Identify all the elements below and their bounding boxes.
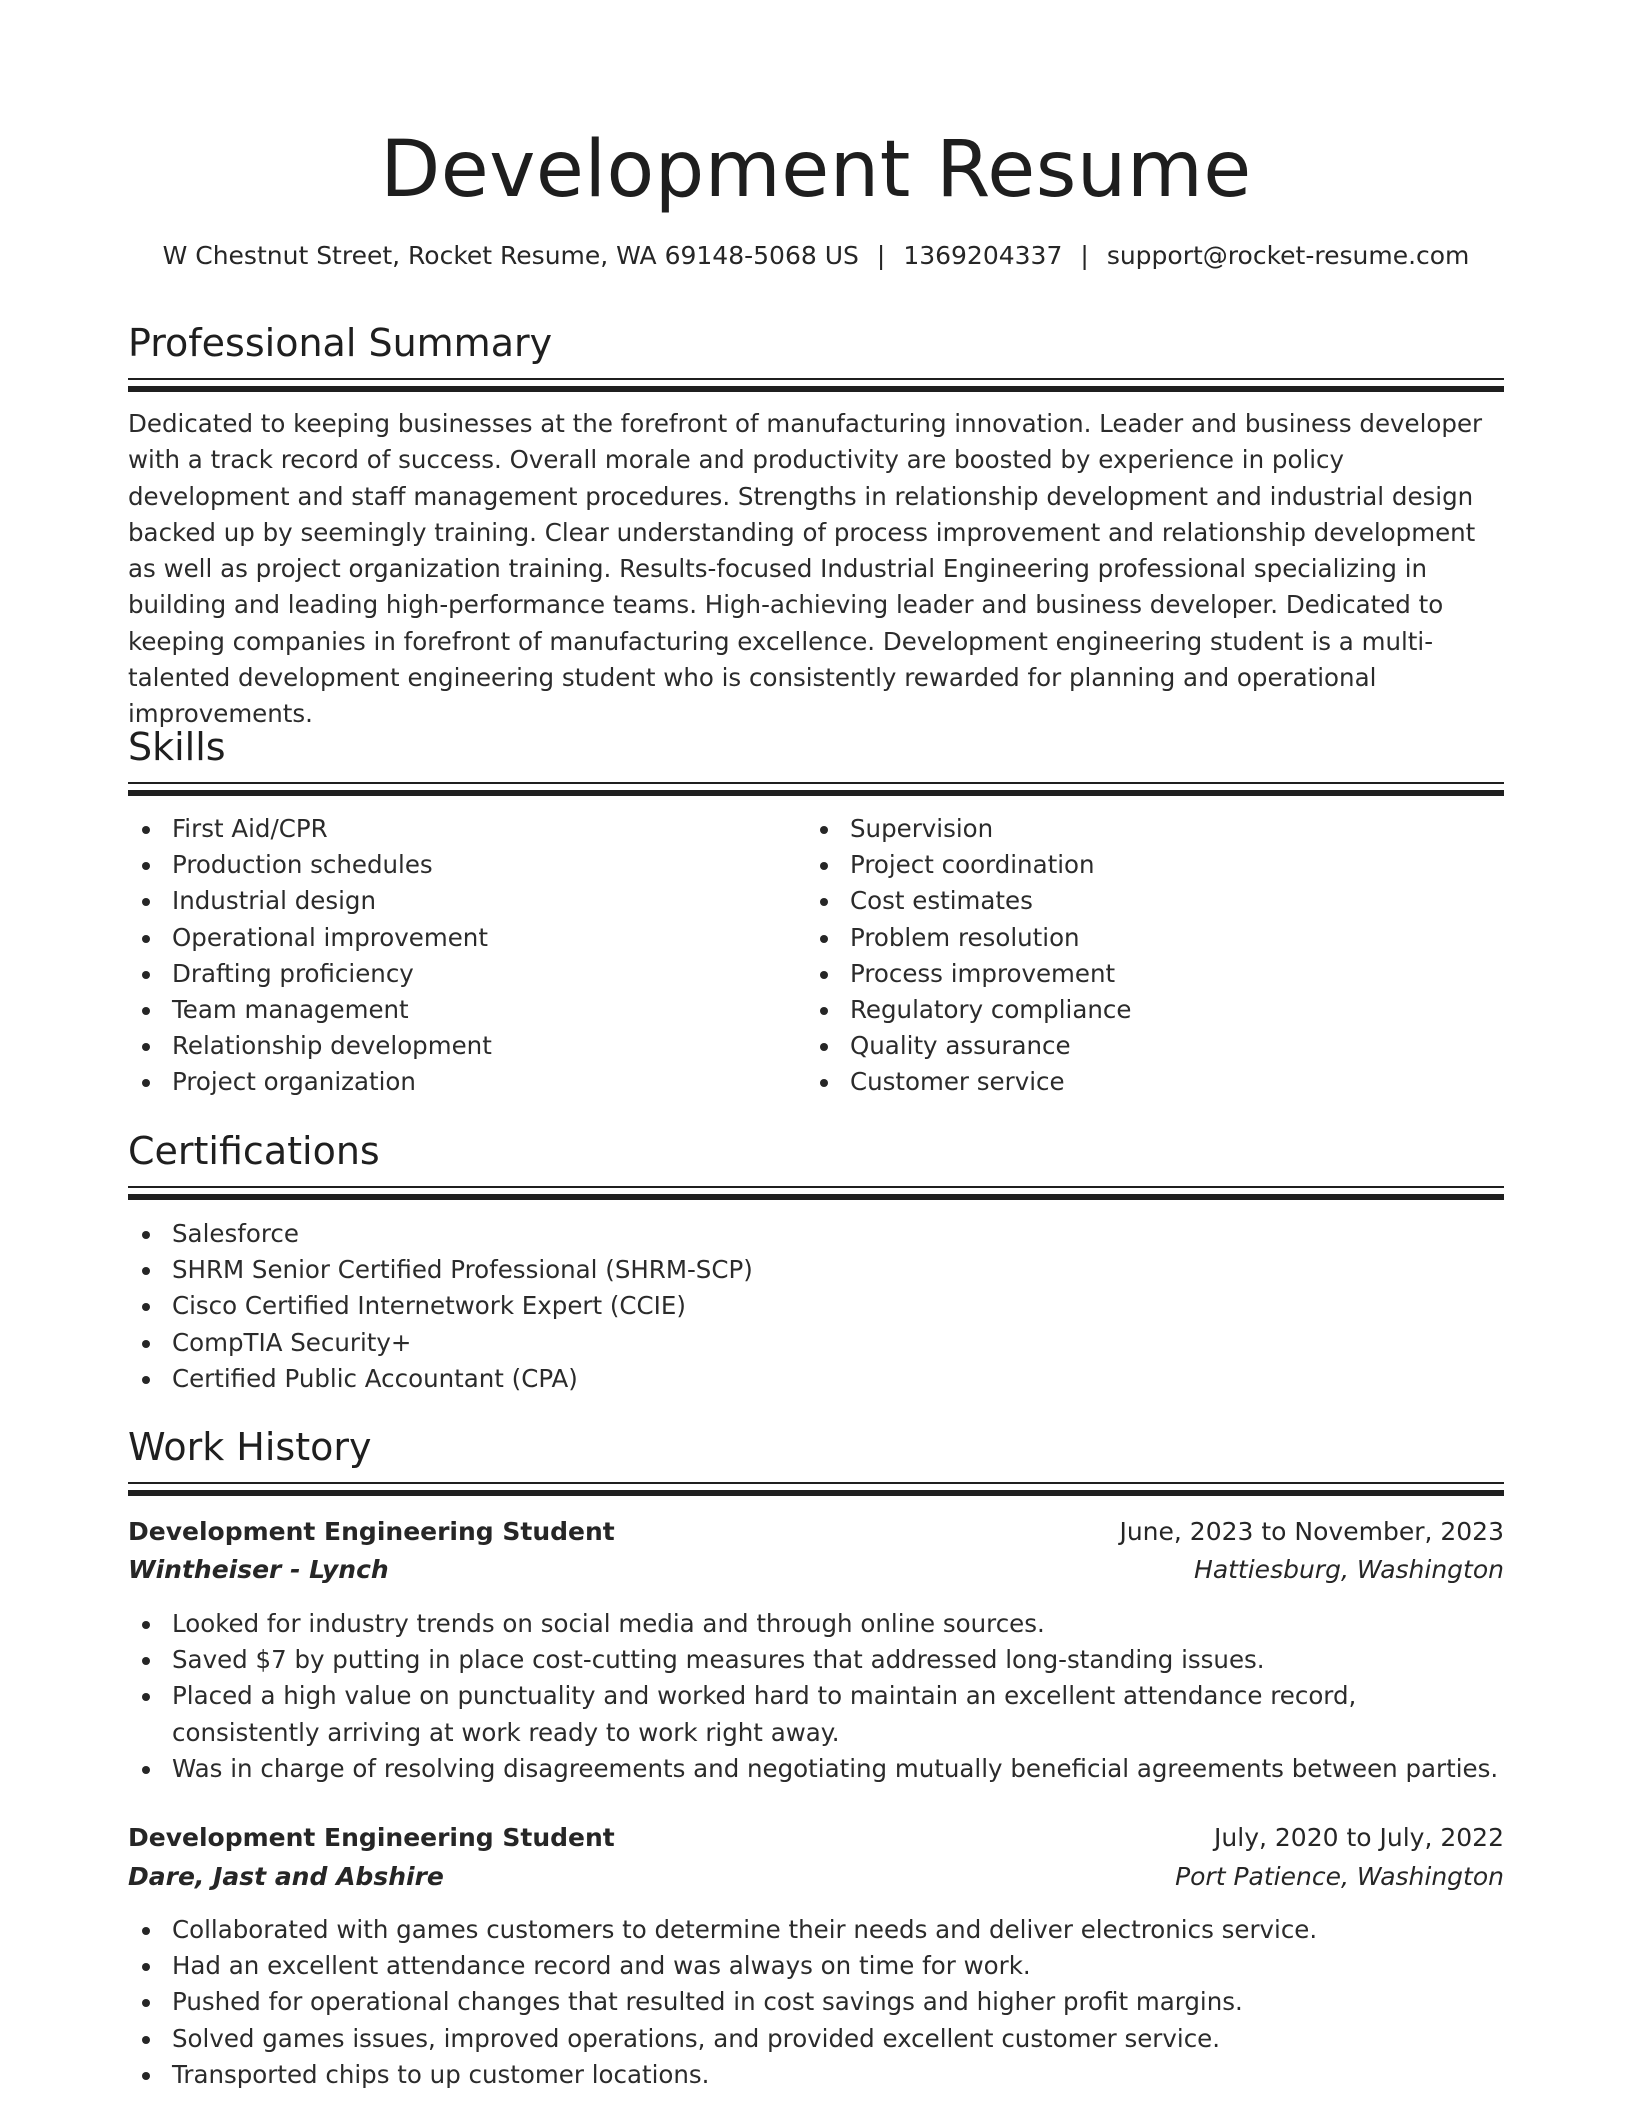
skill-item: Operational improvement bbox=[128, 920, 788, 956]
bullet-icon bbox=[820, 826, 828, 834]
bullet-icon bbox=[142, 1657, 150, 1665]
bullet-icon bbox=[142, 1340, 150, 1348]
contact-address: W Chestnut Street, Rocket Resume, WA 69148-5068 US bbox=[162, 241, 859, 270]
summary-heading: Professional Summary bbox=[128, 321, 553, 365]
bullet-icon bbox=[142, 898, 150, 906]
job-location: Hattiesburg, Washington bbox=[1194, 1555, 1504, 1584]
certification-item: Salesforce bbox=[128, 1216, 1504, 1252]
bullet-icon bbox=[142, 1693, 150, 1701]
bullet-icon bbox=[142, 2036, 150, 2044]
skill-item: Project organization bbox=[128, 1064, 788, 1100]
skill-item: Supervision bbox=[806, 811, 1504, 847]
bullet-icon bbox=[142, 1621, 150, 1629]
summary-text: Dedicated to keeping businesses at the forefront of manufacturing innovation. Leader and business developer with a track record of success. Overall morale and productivity are boosted by experience in policy development and staff management procedures. Strengths in relationship development and industrial design backed up by seemingly training. Clear understanding of process improvement and relationship development as well as project organization training. Results-focused Industrial Engineering professional specializing in building and leading high-performance teams. High-achieving leader and business developer. Dedicated to keeping companies in forefront of manufacturing excellence. Development engineering student is a multi-talented development engineering student who is consistently rewarded for planning and operational improvements. bbox=[128, 409, 1483, 729]
certifications-heading: Certifications bbox=[128, 1129, 380, 1173]
certification-item: Certified Public Accountant (CPA) bbox=[128, 1361, 1504, 1397]
certifications-divider bbox=[128, 1186, 1504, 1200]
certification-item: Cisco Certified Internetwork Expert (CCIE) bbox=[128, 1288, 1504, 1324]
bullet-icon bbox=[142, 1231, 150, 1239]
contact-line bbox=[128, 236, 1504, 276]
bullet-icon bbox=[142, 826, 150, 834]
skill-item: Process improvement bbox=[806, 956, 1504, 992]
skill-item: Cost estimates bbox=[806, 883, 1504, 919]
bullet-icon bbox=[142, 862, 150, 870]
job-bullet: Pushed for operational changes that resulted in cost savings and higher profit margins. bbox=[128, 1984, 1504, 2020]
job-dates: July, 2020 to July, 2022 bbox=[1214, 1823, 1504, 1852]
bullet-icon bbox=[142, 1007, 150, 1015]
job-bullet: Placed a high value on punctuality and worked hard to maintain an excellent attendance record, consistently arriving at work ready to work right away. bbox=[128, 1678, 1504, 1750]
certifications-list bbox=[128, 1216, 1504, 1397]
skill-item: Problem resolution bbox=[806, 920, 1504, 956]
resume-title: Development Resume bbox=[380, 125, 1252, 215]
skill-item: Customer service bbox=[806, 1064, 1504, 1100]
skills-divider bbox=[128, 782, 1504, 796]
bullet-icon bbox=[820, 971, 828, 979]
bullet-icon bbox=[820, 898, 828, 906]
bullet-icon bbox=[142, 1963, 150, 1971]
bullet-icon bbox=[820, 1043, 828, 1051]
skill-item: Regulatory compliance bbox=[806, 992, 1504, 1028]
skill-item: Industrial design bbox=[128, 883, 788, 919]
bullet-icon bbox=[142, 1927, 150, 1935]
job-bullet: Saved $7 by putting in place cost-cutting measures that addressed long-standing issues. bbox=[128, 1642, 1504, 1678]
skills-list-left bbox=[128, 811, 788, 1101]
job-location: Port Patience, Washington bbox=[1175, 1862, 1504, 1891]
bullet-icon bbox=[142, 971, 150, 979]
job-company: Wintheiser - Lynch bbox=[128, 1555, 389, 1584]
bullet-icon bbox=[142, 1766, 150, 1774]
job-company: Dare, Jast and Abshire bbox=[128, 1862, 444, 1891]
work-history-heading: Work History bbox=[128, 1425, 372, 1469]
job-bullet: Transported chips to up customer locations. bbox=[128, 2057, 1504, 2093]
bullet-icon bbox=[820, 1007, 828, 1015]
contact-separator: | bbox=[876, 241, 886, 270]
certification-item: CompTIA Security+ bbox=[128, 1325, 1504, 1361]
bullet-icon bbox=[142, 1376, 150, 1384]
job-bullets bbox=[128, 1606, 1504, 1787]
certification-item: SHRM Senior Certified Professional (SHRM-SCP) bbox=[128, 1252, 1504, 1288]
bullet-icon bbox=[142, 935, 150, 943]
bullet-icon bbox=[142, 1043, 150, 1051]
job-bullet: Was in charge of resolving disagreements and negotiating mutually beneficial agreements between parties. bbox=[128, 1751, 1504, 1787]
skill-item: Drafting proficiency bbox=[128, 956, 788, 992]
skill-item: Project coordination bbox=[806, 847, 1504, 883]
skill-item: First Aid/CPR bbox=[128, 811, 788, 847]
skill-item: Production schedules bbox=[128, 847, 788, 883]
bullet-icon bbox=[820, 935, 828, 943]
skills-heading: Skills bbox=[128, 725, 226, 769]
job-bullet: Had an excellent attendance record and was always on time for work. bbox=[128, 1948, 1504, 1984]
bullet-icon bbox=[820, 1079, 828, 1087]
bullet-icon bbox=[142, 1999, 150, 2007]
bullet-icon bbox=[142, 2072, 150, 2080]
job-title: Development Engineering Student bbox=[128, 1823, 615, 1852]
work-history-divider bbox=[128, 1482, 1504, 1496]
job-bullet: Looked for industry trends on social media and through online sources. bbox=[128, 1606, 1504, 1642]
bullet-icon bbox=[142, 1267, 150, 1275]
skill-item: Relationship development bbox=[128, 1028, 788, 1064]
contact-phone: 1369204337 bbox=[903, 241, 1063, 270]
skill-item: Team management bbox=[128, 992, 788, 1028]
skill-item: Quality assurance bbox=[806, 1028, 1504, 1064]
bullet-icon bbox=[142, 1303, 150, 1311]
job-dates: June, 2023 to November, 2023 bbox=[1119, 1517, 1504, 1546]
job-bullet: Solved games issues, improved operations, and provided excellent customer service. bbox=[128, 2021, 1504, 2057]
bullet-icon bbox=[142, 1079, 150, 1087]
bullet-icon bbox=[820, 862, 828, 870]
summary-divider bbox=[128, 378, 1504, 392]
job-bullets bbox=[128, 1912, 1504, 2093]
contact-email: support@rocket-resume.com bbox=[1106, 241, 1470, 270]
contact-separator: | bbox=[1080, 241, 1089, 270]
job-title: Development Engineering Student bbox=[128, 1517, 615, 1546]
skills-list-right bbox=[806, 811, 1504, 1101]
job-bullet: Collaborated with games customers to determine their needs and deliver electronics service. bbox=[128, 1912, 1504, 1948]
